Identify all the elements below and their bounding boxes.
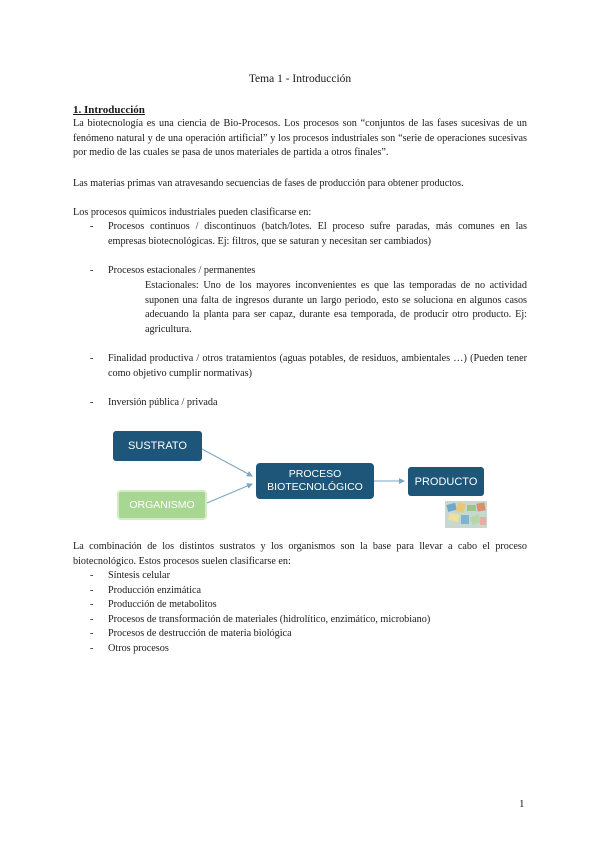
list-bullet: - [90, 614, 94, 625]
diagram-proceso-box [256, 463, 374, 499]
list-bullet: - [90, 599, 94, 610]
materials-paragraph: Las materias primas van atravesando secuencias de fases de producción para obtener productos. [73, 178, 464, 189]
list-item: Producción de metabolitos [108, 599, 217, 610]
combination-paragraph: La combinación de los distintos sustratos y los organismos son la base para llevar a cabo el proceso biotecnológico. Estos procesos suelen clasificarse en: [73, 541, 527, 567]
list-item: Otros procesos [108, 643, 169, 654]
products-image [445, 501, 487, 528]
section-heading: 1. Introducción [73, 104, 145, 116]
list-item-estacionales: Procesos estacionales / permanentes [108, 265, 256, 276]
producto-label: PRODUCTO [414, 475, 478, 488]
list-item: Síntesis celular [108, 570, 170, 581]
list-item-inversion: Inversión pública / privada [108, 397, 218, 408]
list-item: Procesos de transformación de materiales (hidrolítico, enzimático, microbiano) [108, 614, 431, 625]
list-bullet: - [90, 585, 94, 596]
list-bullet: - [90, 353, 94, 364]
document-title: Tema 1 - Introducción [248, 73, 352, 85]
list-bullet: - [90, 397, 94, 408]
list-item-finalidad: Finalidad productiva / otros tratamientos (aguas potables, de residuos, ambientales …) (Pueden tener como objetivo cumplir normativas) [108, 353, 527, 379]
diagram-producto-box [408, 467, 484, 496]
proceso-label-line2: BIOTECNOLÓGICO [267, 481, 363, 493]
arrow-sustrato-proceso [202, 449, 252, 476]
proceso-label-line1: PROCESO [288, 468, 342, 480]
organismo-label: ORGANISMO [129, 499, 195, 511]
list-bullet: - [90, 643, 94, 654]
list-item: Procesos de destrucción de materia biológica [108, 628, 292, 639]
diagram-sustrato-box [113, 431, 202, 461]
estacionales-detail: Estacionales: Uno de los mayores inconvenientes es que las temporadas de no actividad suponen una falta de ingresos durante un largo periodo, esto se soluciona en algunos casos adecuando la planta para ser capaz, durante esa temporada, de producir otro producto. Ej: agricultura. [145, 280, 527, 335]
list-bullet: - [90, 628, 94, 639]
list-item: Producción enzimática [108, 585, 202, 596]
intro-paragraph: La biotecnología es una ciencia de Bio-Procesos. Los procesos son “conjuntos de las fases sucesivas de un fenómeno natural y de una operación artificial” y los procesos industriales son “serie de operaciones sucesivas por medio de las cuales se pasa de unos materiales de partida a otros finales”. [73, 118, 527, 159]
sustrato-label: SUSTRATO [128, 440, 187, 452]
diagram-organismo-box [117, 490, 207, 520]
list-bullet: - [90, 570, 94, 581]
list-bullet: - [90, 221, 94, 232]
classification-intro: Los procesos químicos industriales pueden clasificarse en: [73, 207, 312, 218]
arrow-organismo-proceso [207, 484, 252, 503]
page-number: 1 [519, 798, 525, 810]
list-item-continuos: Procesos continuos / discontinuos (batch/lotes. El proceso sufre paradas, más comunes en las empresas biotecnológicas. Ej: filtros, que se saturan y necesitan ser cambiados) [108, 221, 527, 247]
list-bullet: - [90, 265, 94, 276]
